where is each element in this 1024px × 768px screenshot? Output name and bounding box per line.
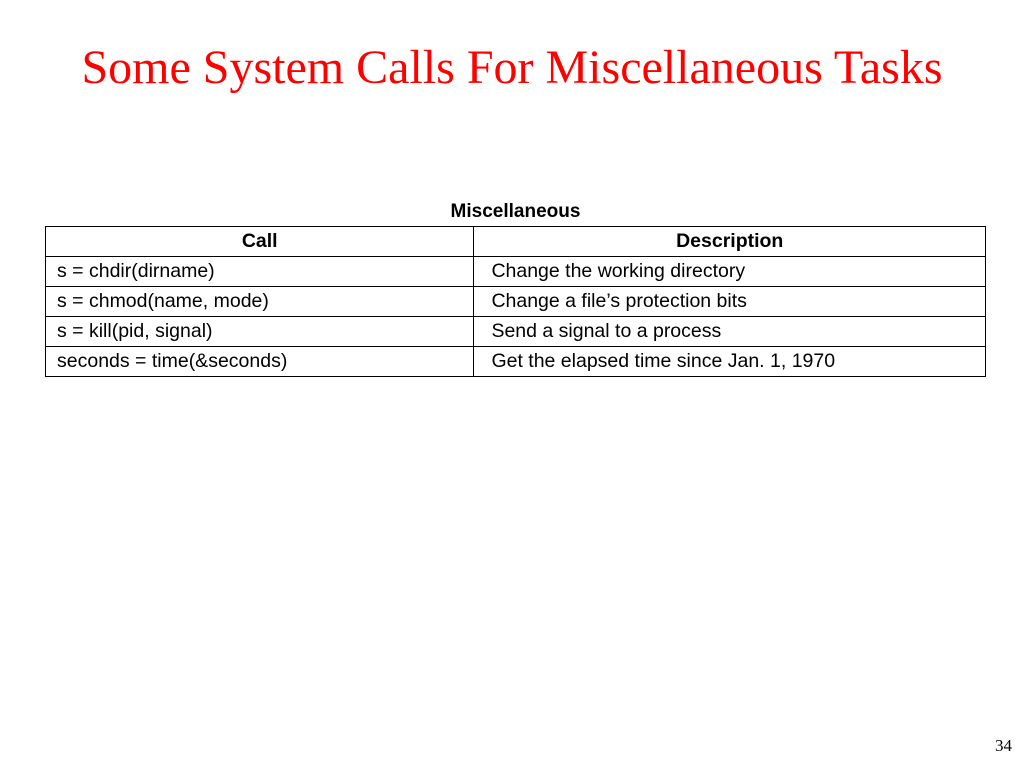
table-caption: Miscellaneous: [450, 201, 581, 222]
column-header-call: Call: [46, 227, 474, 257]
table-row: [46, 347, 986, 377]
table-row: [46, 257, 986, 287]
call-cell: s = chmod(name, mode): [46, 287, 474, 317]
system-calls-table: [45, 226, 986, 377]
table-header-row: [46, 227, 986, 257]
description-cell: Send a signal to a process: [474, 317, 986, 347]
call-cell: seconds = time(&seconds): [46, 347, 474, 377]
table-row: [46, 287, 986, 317]
slide-title: Some System Calls For Miscellaneous Tasks: [81, 41, 943, 94]
column-header-description: Description: [474, 227, 986, 257]
page-number: 34: [995, 736, 1012, 755]
description-cell: Get the elapsed time since Jan. 1, 1970: [474, 347, 986, 377]
table-row: [46, 317, 986, 347]
description-cell: Change a file’s protection bits: [474, 287, 986, 317]
description-cell: Change the working directory: [474, 257, 986, 287]
call-cell: s = kill(pid, signal): [46, 317, 474, 347]
call-cell: s = chdir(dirname): [46, 257, 474, 287]
